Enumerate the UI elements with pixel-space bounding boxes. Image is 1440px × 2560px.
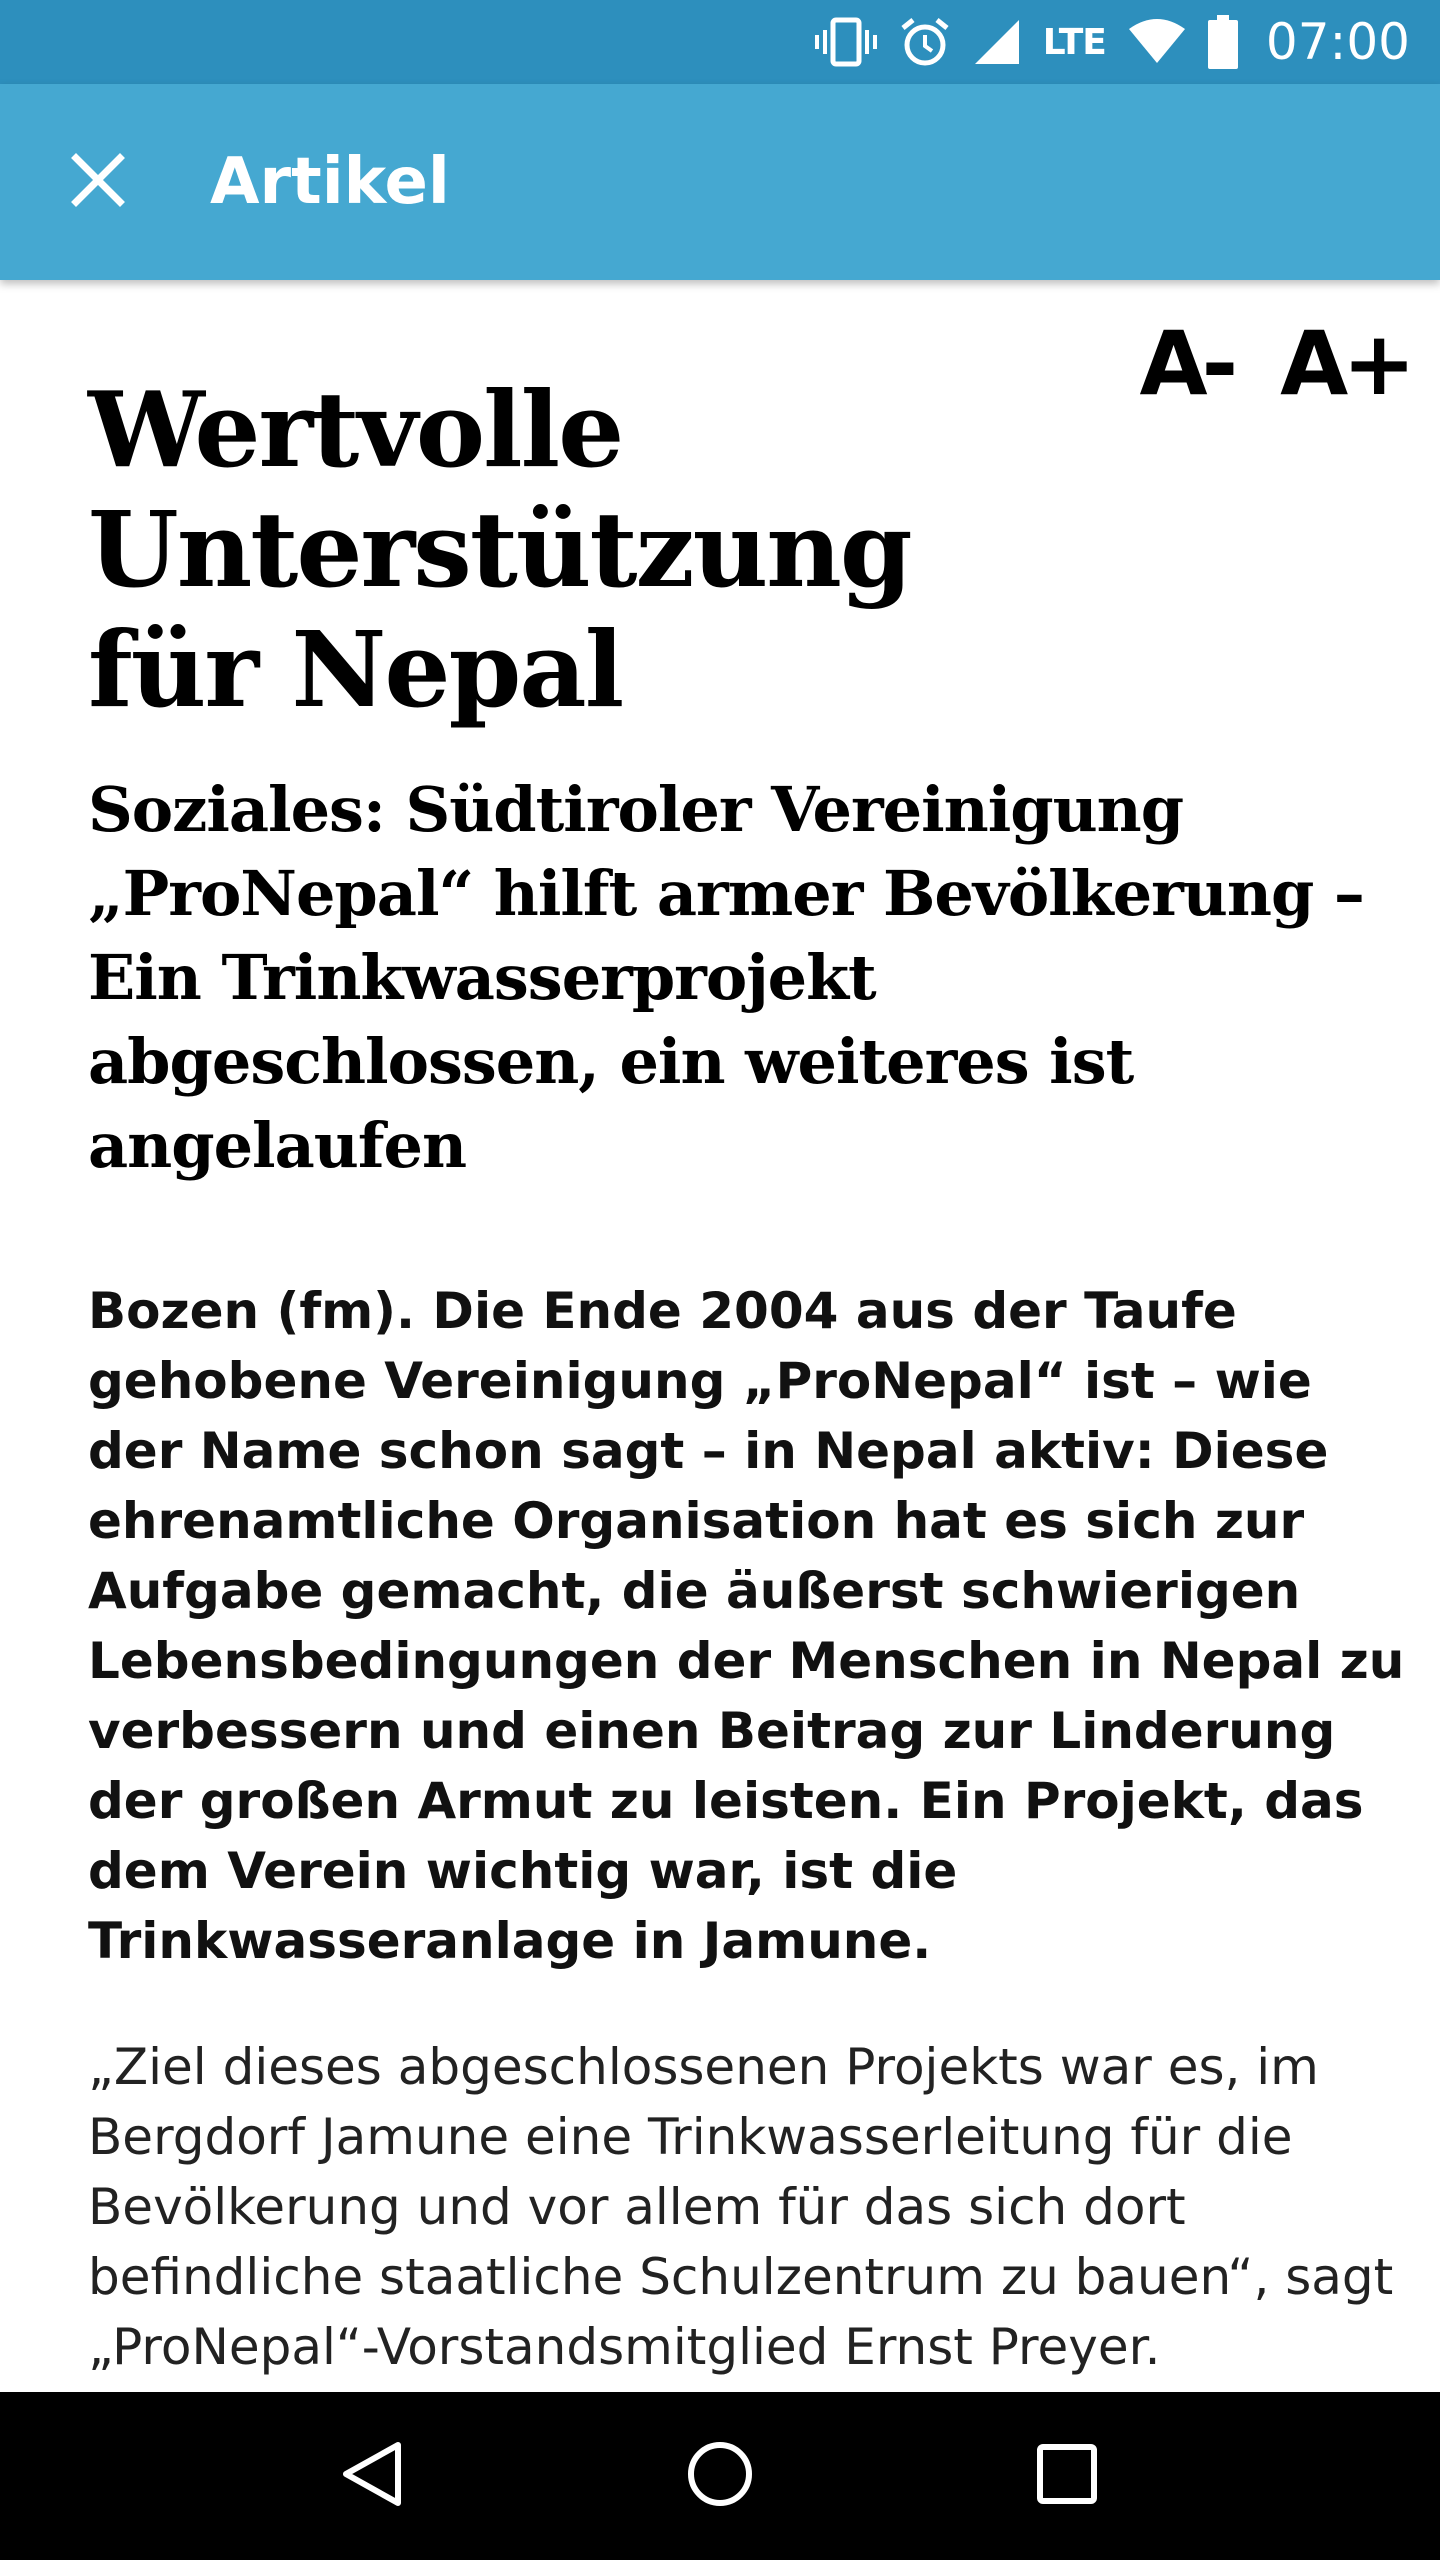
article-subtitle: Soziales: Südtiroler Vereinigung „ProNepal“ hilft armer Bevölkerung – Ein Trinkwasserprojekt abgeschlossen, ein weiteres ist angelaufen (88, 773, 1364, 1182)
network-type: LTE (1042, 21, 1106, 63)
close-button[interactable] (54, 138, 142, 226)
home-icon (685, 2439, 755, 2513)
navigation-bar (0, 2392, 1440, 2560)
status-icons (815, 13, 1410, 71)
status-bar (0, 0, 1440, 84)
recents-button[interactable] (1007, 2416, 1127, 2536)
article-paragraph: „Ziel dieses abgeschlossenen Projekts war es, im Bergdorf Jamune eine Trinkwasserleitung für die Bevölkerung und vor allem für das sich dort befindliche staatliche Schulzentrum zu bauen“, sagt „ProNepal“-Vorstandsmitglied Ernst Preyer. (88, 2038, 1394, 2376)
font-size-controls (1139, 312, 1410, 415)
app-title: Artikel (210, 145, 450, 219)
alarm-icon (899, 16, 951, 68)
font-decrease-button[interactable]: A- (1139, 312, 1233, 415)
back-icon (338, 2439, 408, 2513)
article-title: Wertvolle Unterstützung für Nepal (88, 368, 911, 731)
article-content[interactable] (0, 280, 1440, 2392)
wifi-icon (1128, 19, 1186, 65)
article-paragraph-lead: Bozen (fm). Die Ende 2004 aus der Taufe gehobene Vereinigung „ProNepal“ ist – wie der Name schon sagt – in Nepal aktiv: Diese ehrenamtliche Organisation hat es sich zur Aufgabe gemacht, die äußerst schwierigen Lebensbedingungen der Menschen in Nepal zu verbessern und einen Beitrag zur Linderung der großen Armut zu leisten. Ein Projekt, das dem Verein wichtig war, ist die Trinkwasseranlage in Jamune. (88, 1282, 1405, 1970)
signal-icon (973, 18, 1021, 66)
close-icon (70, 152, 126, 212)
recents-icon (1035, 2442, 1099, 2510)
vibrate-icon (815, 16, 877, 68)
back-button[interactable] (313, 2416, 433, 2536)
battery-icon (1208, 15, 1238, 69)
home-button[interactable] (660, 2416, 780, 2536)
app-bar (0, 84, 1440, 280)
font-increase-button[interactable]: A+ (1280, 312, 1410, 415)
status-time: 07:00 (1265, 13, 1410, 71)
